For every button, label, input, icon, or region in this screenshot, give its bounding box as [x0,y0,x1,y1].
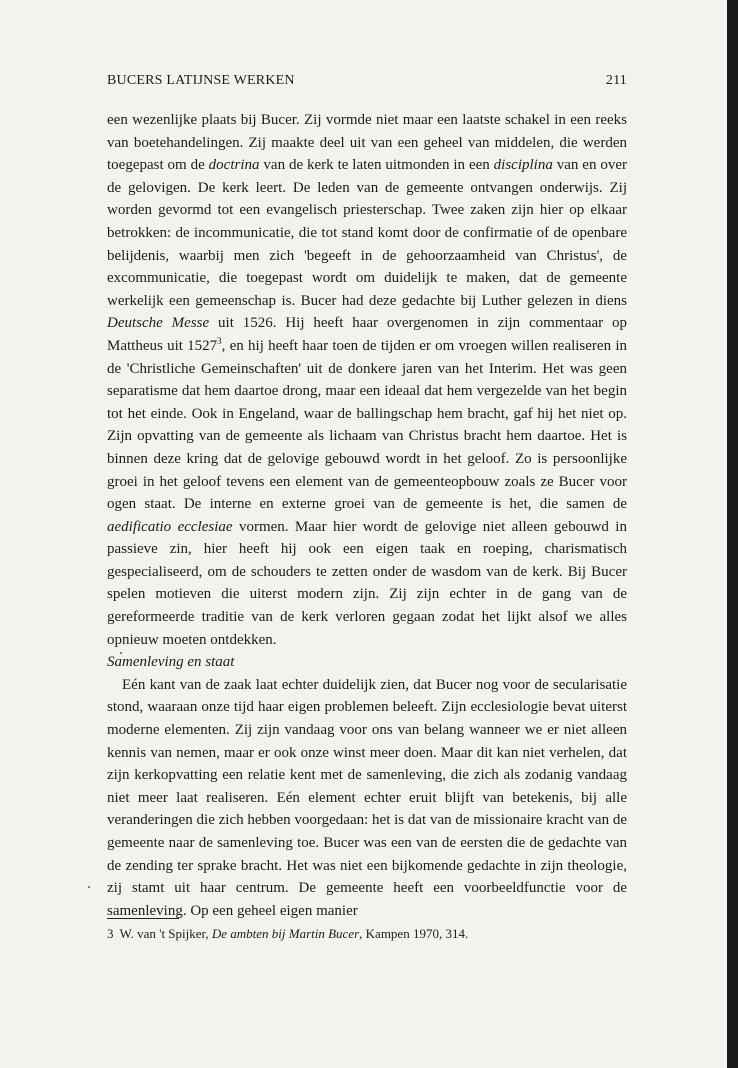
text-run: van en over de gelovigen. De kerk leert. De leden van de gemeente ontvangen onderwijs. Zij worden gevormd tot een evangelisch priesterschap. Twee zaken zijn hier op elkaar betrokken: de incommunicatie, die tot stand komt door de confirmatie of de openbare belijdenis, waarbij men zich 'begeeft in de gehoorzaamheid van Christus', de excommunicatie, die toegepast wordt om duidelijk te maken, dat de gemeente werkelijk een gemeenschap is. Bucer had deze gedachte bij Luther gelezen in diens [107,157,627,309]
text-run: vormen. Maar hier wordt de gelovige niet alleen gebouwd in passieve zin, hier heeft hij ook een eigen taak en roeping, charismatisch gespecialiseerd, om de schouders te zetten onder de wasdom van de kerk. Bij Bucer spelen motieven die uiterst modern zijn. Zij zijn echter in de gang van de gereformeerde traditie van de kerk verloren gegaan zodat het lijkt alsof we alles opnieuw moeten ontdekken. [107,518,627,648]
scan-edge-right [727,0,738,1068]
italic-term: doctrina [208,157,260,174]
running-head-title: BUCERS LATIJNSE WERKEN [107,73,295,88]
scan-speck [88,886,90,888]
footnote-rest: , Kampen 1970, 314. [359,926,469,941]
footnote [107,925,627,943]
italic-term: aedificatio ecclesiae [107,518,233,535]
italic-term: disciplina [493,157,553,174]
footnote-number: 3 [107,926,114,941]
page-number: 211 [605,73,627,88]
footnote-rule [107,918,179,919]
body-text [107,109,627,922]
paragraph-2: Eén kant van de zaak laat echter duidelijk zien, dat Bucer nog voor de secularisatie stond, waaraan onze tijd haar eigen problemen beleeft. Zijn ecclesiologie bevat uiterst moderne elementen. Zij zijn vandaag voor ons van belang wanneer we er niet alleen kennis van nemen, maar er ook onze winst meer doen. Maar dit kan niet verhelen, dat zijn kerkopvatting een relatie kent met de samenleving, die zich als zodanig vandaag niet meer laat realiseren. Eén element echter eruit blijft van betekenis, bij alle veranderingen die zich hebben voorgedaan: het is dat van de missionaire kracht van de gemeente naar de samenleving toe. Bucer was een van de eersten die de gedachte van de zending ter sprake bracht. Het was niet een bijkomende gedachte in zijn theologie, zij stamt uit haar centrum. De gemeente heeft een voorbeeldfunctie voor de samenleving. Op een geheel eigen manier [107,676,627,919]
text-run: een wezenlijke plaats bij Bucer. Zij vormde niet maar een laatste schakel in een reeks van boetehandelingen. Zij maakte deel uit van een geheel van middelen, die werden toegepast om de [107,112,627,174]
footnote-author: W. van 't Spijker, [119,926,212,941]
scan-speck [120,652,122,654]
text-run: uit 1526. Hij heeft haar overgenomen in zijn commentaar op Mattheus uit 1527 [107,315,628,354]
italic-term: Deutsche Messe [107,315,210,332]
footnote-ref: 3 [217,335,222,346]
section-heading: Samenleving en staat [107,654,235,671]
text-run: , en hij heeft haar toen de tijden er om vroegen willen realiseren in de 'Christliche Gemeinschaften' uit de donkere jaren van het Interim. Het was geen separatisme dat hem daartoe drong, maar een ideaal dat hem vergezelde van het begin tot het einde. Ook in Engeland, waar de ballingschap hem bracht, gaf hij het niet op. Zijn opvatting van de gemeente als lichaam van Christus bracht hem daartoe. Het is binnen deze kring dat de gelovige gebouwd wordt in het geloof. Zo is persoonlijke groei in het geloof tevens een element van de gemeenteopbouw zoals ze Bucer voor ogen staat. De interne en externe groei van de gemeente is het, die samen de [107,337,627,513]
text-run: van de kerk te laten uitmonden in een [259,157,494,174]
footnote-title: De ambten bij Martin Bucer [211,926,360,941]
paragraph-1 [107,109,627,651]
